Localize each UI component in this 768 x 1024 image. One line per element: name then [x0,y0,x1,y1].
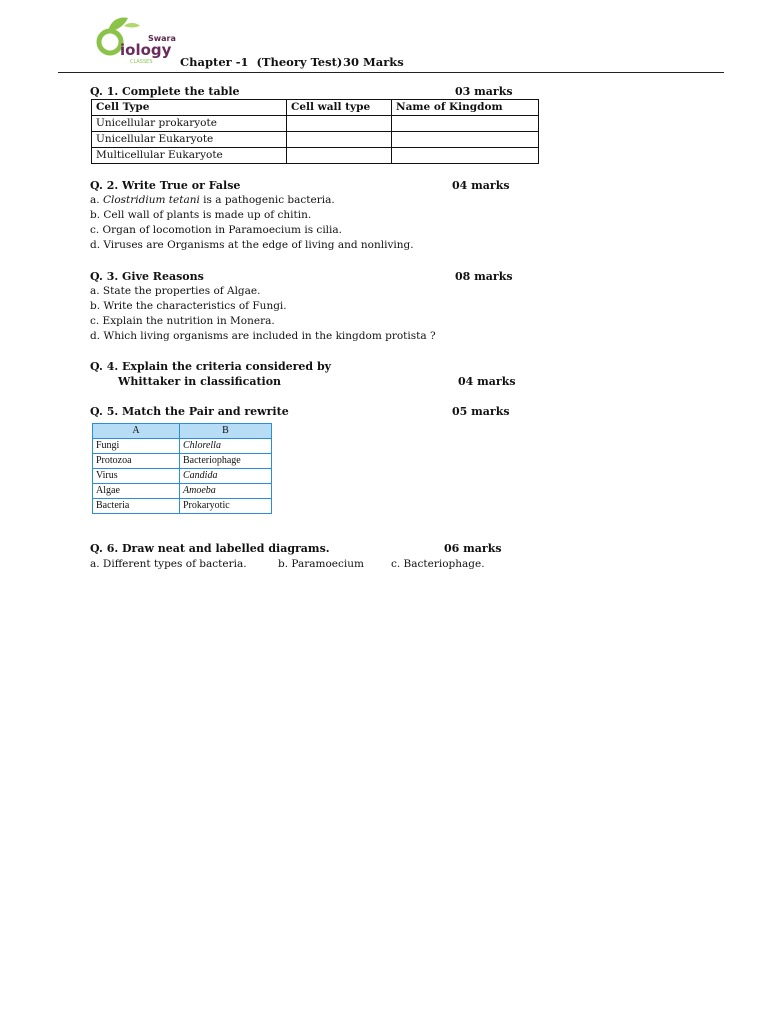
table-row [92,132,539,148]
test-title: Chapter -1 (Theory Test) [180,55,343,69]
q2-item-a [90,194,335,206]
q4-title-line1: Q. 4. Explain the criteria considered by [90,360,332,373]
q2-marks: 04 marks [452,179,510,192]
q2-item-b: b. Cell wall of plants is made up of chitin. [90,209,312,221]
item-prefix: a. [90,194,100,206]
item-text: is a pathogenic bacteria. [203,194,335,206]
q3-item-a: a. State the properties of Algae. [90,285,261,297]
q1-table [91,99,539,164]
q3-item-b: b. Write the characteristics of Fungi. [90,300,287,312]
column-header: B [180,424,272,439]
table-header-row [93,424,272,439]
column-a-cell: Bacteria [93,499,180,514]
logo-main-text: iology [120,41,172,59]
logo [94,14,180,70]
blank-cell [287,116,392,132]
table-row [93,469,272,484]
table-row [92,116,539,132]
q2-item-d: d. Viruses are Organisms at the edge of living and nonliving. [90,239,414,251]
q3-item-d: d. Which living organisms are included in the kingdom protista ? [90,330,436,342]
q6-item-c: c. Bacteriophage. [391,558,485,570]
column-a-cell: Fungi [93,439,180,454]
column-b-cell: Candida [180,469,272,484]
q4-title-line2: Whittaker in classification [118,375,282,388]
column-header: Name of Kingdom [392,100,539,116]
cell-type: Unicellular prokaryote [92,116,287,132]
table-row [92,148,539,164]
column-b-cell: Chlorella [180,439,272,454]
q6-marks: 06 marks [444,542,502,555]
q2-item-c: c. Organ of locomotion in Paramoecium is cilia. [90,224,342,236]
table-row [93,454,272,469]
logo-sub-text: CLASSES [130,59,153,65]
q6-title: Q. 6. Draw neat and labelled diagrams. [90,542,330,555]
q2-title: Q. 2. Write True or False [90,179,241,192]
q5-title: Q. 5. Match the Pair and rewrite [90,405,289,418]
blank-cell [287,132,392,148]
table-row [93,439,272,454]
column-b-cell: Prokaryotic [180,499,272,514]
column-b-cell: Bacteriophage [180,454,272,469]
total-marks: 30 Marks [343,55,404,69]
q6-item-a: a. Different types of bacteria. [90,558,247,570]
column-header: Cell Type [92,100,287,116]
blank-cell [392,148,539,164]
column-b-cell: Amoeba [180,484,272,499]
logo-graphic [94,14,180,70]
q3-marks: 08 marks [455,270,513,283]
match-table [92,423,272,514]
column-a-cell: Protozoa [93,454,180,469]
cell-type: Unicellular Eukaryote [92,132,287,148]
blank-cell [392,132,539,148]
q3-title: Q. 3. Give Reasons [90,270,204,283]
q6-item-b: b. Paramoecium [278,558,364,570]
table-header-row [92,100,539,116]
blank-cell [392,116,539,132]
table-row [93,499,272,514]
q1-title: Q. 1. Complete the table [90,85,240,98]
column-header: A [93,424,180,439]
species-name: Clostridium tetani [102,194,200,206]
logo-top-text: Swara [148,34,176,43]
table-row [93,484,272,499]
header-divider [58,72,724,73]
q4-marks: 04 marks [458,375,516,388]
q1-marks: 03 marks [455,85,513,98]
column-header: Cell wall type [287,100,392,116]
q5-marks: 05 marks [452,405,510,418]
blank-cell [287,148,392,164]
q3-item-c: c. Explain the nutrition in Monera. [90,315,275,327]
column-a-cell: Virus [93,469,180,484]
column-a-cell: Algae [93,484,180,499]
cell-type: Multicellular Eukaryote [92,148,287,164]
